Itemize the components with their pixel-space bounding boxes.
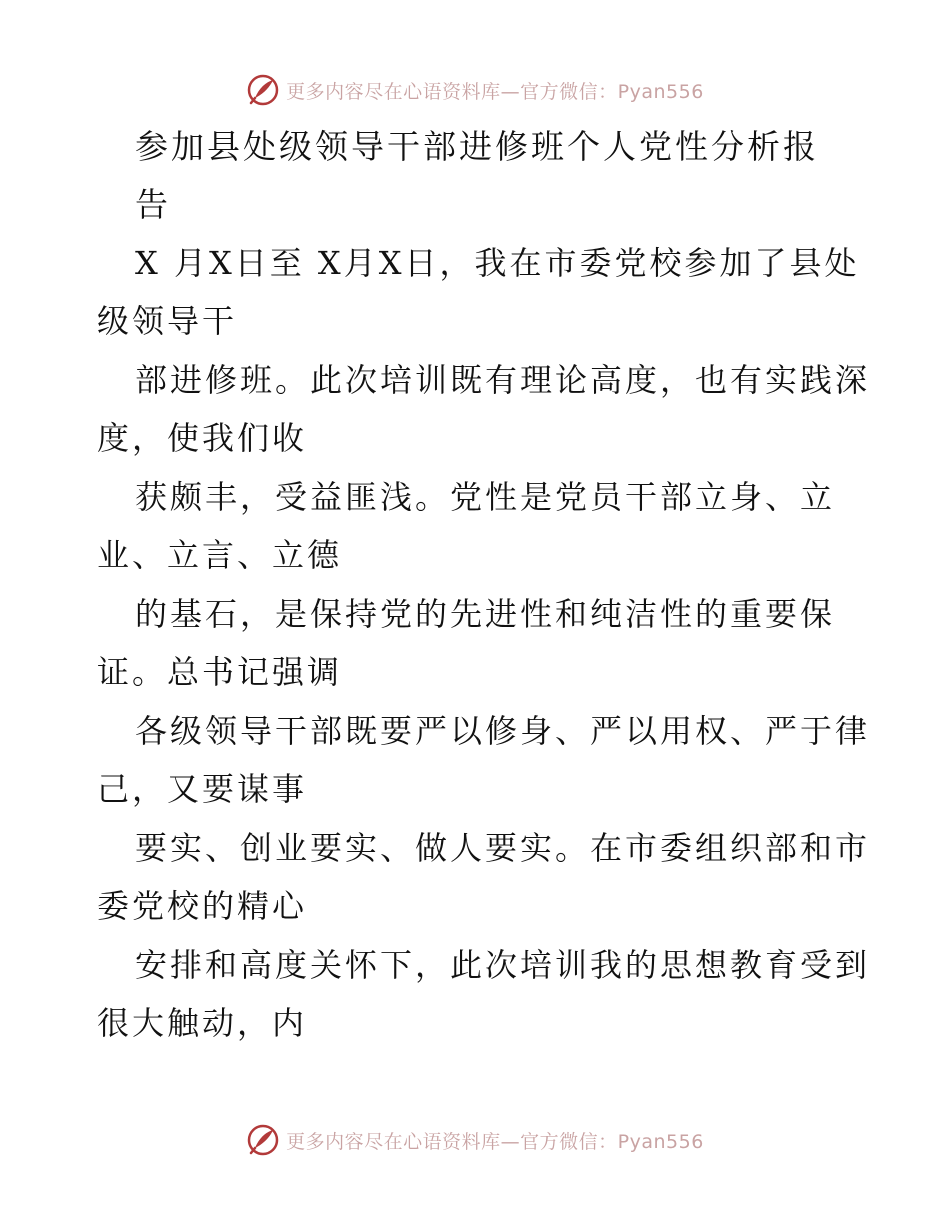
paragraph-line: 度，使我们收 — [97, 419, 308, 457]
watermark-text: 更多内容尽在心语资料库—官方微信：Pyan556 — [286, 80, 704, 103]
paragraph-line: X 月X日至 X月X日，我在市委党校参加了县处 — [135, 244, 860, 282]
paragraph-line: 获颇丰，受益匪浅。党性是党员干部立身、立 — [135, 478, 836, 516]
paragraph-line: 证。总书记强调 — [97, 653, 343, 691]
document-title-line-2: 告 — [135, 185, 171, 224]
paragraph-line: 很大触动，内 — [97, 1004, 308, 1042]
paragraph-line: 各级领导干部既要严以修身、严以用权、严于律 — [135, 712, 871, 750]
footer-watermark — [0, 1120, 950, 1160]
paragraph-line: 部进修班。此次培训既有理论高度，也有实践深 — [135, 361, 871, 399]
paragraph-line: 安排和高度关怀下，此次培训我的思想教育受到 — [135, 946, 871, 984]
feather-pen-logo-icon — [246, 73, 280, 107]
watermark-text: 更多内容尽在心语资料库—官方微信：Pyan556 — [286, 1130, 704, 1153]
paragraph-line: 委党校的精心 — [97, 887, 308, 925]
paragraph-line: 己，又要谋事 — [97, 770, 308, 808]
paragraph-line: 要实、创业要实、做人要实。在市委组织部和市 — [135, 829, 871, 867]
feather-pen-logo-icon — [246, 1123, 280, 1157]
paragraph-line: 级领导干 — [97, 302, 238, 340]
header-watermark — [0, 70, 950, 110]
paragraph-line: 的基石，是保持党的先进性和纯洁性的重要保 — [135, 595, 836, 633]
document-title-line-1: 参加县处级领导干部进修班个人党性分析报 — [135, 127, 819, 166]
paragraph-line: 业、立言、立德 — [97, 536, 343, 574]
